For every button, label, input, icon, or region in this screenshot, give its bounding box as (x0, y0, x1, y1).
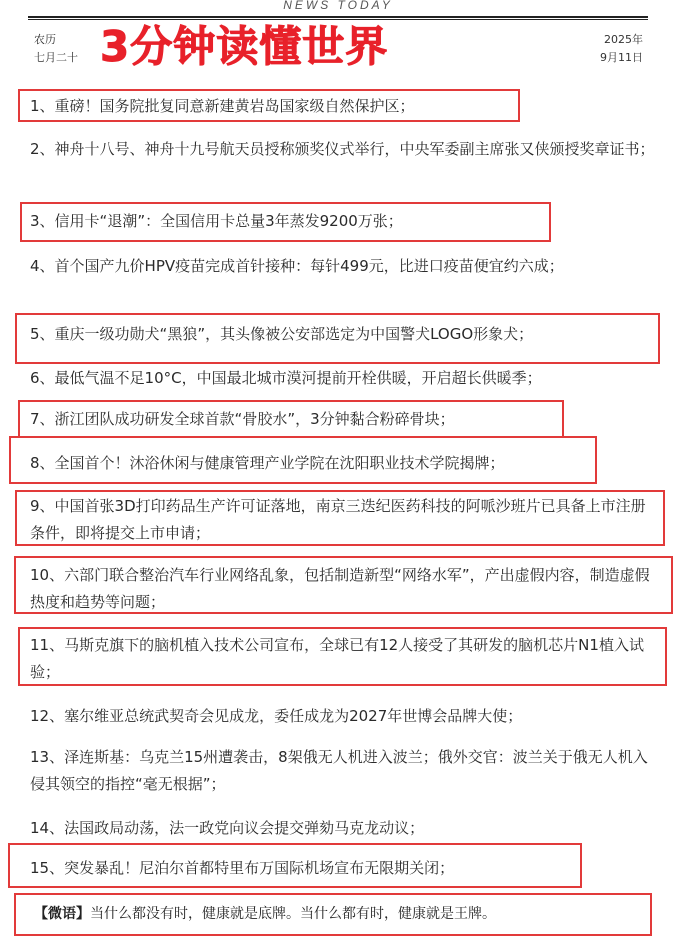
news-item: 9、中国首张3D打印药品生产许可证落地，南京三迭纪医药科技的阿哌沙班片已具备上市注册条件，即将提交上市申请； (30, 497, 646, 542)
news-item: 6、最低气温不足10°C，中国最北城市漠河提前开栓供暖，开启超长供暖季； (30, 369, 542, 387)
news-item: 2、神舟十八号、神舟十九号航天员授称颁奖仪式举行，中央军委副主席张又侠颁授奖章证书； (30, 140, 655, 158)
solar-year: 2025年 (604, 33, 643, 46)
news-item: 14、法国政局动荡，法一政党向议会提交弹劾马克龙动议； (30, 819, 425, 837)
news-item: 4、首个国产九价HPV疫苗完成首针接种：每针499元，比进口疫苗便宜约六成； (30, 257, 564, 275)
page-title: 3分钟读懂世界 (100, 22, 389, 71)
lunar-date (34, 31, 78, 67)
quote-text: 当什么都没有时，健康就是底牌。当什么都有时，健康就是王牌。 (90, 906, 496, 922)
news-item: 8、全国首个！沐浴休闲与健康管理产业学院在沈阳职业技术学院揭牌； (30, 454, 505, 472)
quote-tag: 【微语】 (34, 906, 90, 922)
news-item: 5、重庆一级功勋犬“黑狼”，其头像被公安部选定为中国警犬LOGO形象犬； (30, 325, 534, 343)
daily-quote (34, 901, 634, 928)
masthead-label: NEWS TODAY (283, 0, 393, 12)
news-item: 11、马斯克旗下的脑机植入技术公司宣布，全球已有12人接受了其研发的脑机芯片N1植入试验； (30, 636, 644, 681)
lunar-day: 七月二十 (34, 51, 78, 64)
news-item: 1、重磅！国务院批复同意新建黄岩岛国家级自然保护区； (30, 97, 415, 115)
lunar-label: 农历 (34, 33, 56, 46)
solar-day: 9月11日 (600, 51, 643, 64)
news-item: 3、信用卡“退潮”：全国信用卡总量3年蒸发9200万张； (30, 212, 403, 230)
solar-date (600, 31, 643, 67)
news-item: 7、浙江团队成功研发全球首款“骨胶水”，3分钟黏合粉碎骨块； (30, 410, 455, 428)
news-item: 15、突发暴乱！尼泊尔首都特里布万国际机场宣布无限期关闭； (30, 859, 455, 877)
news-item: 10、六部门联合整治汽车行业网络乱象，包括制造新型“网络水军”，产出虚假内容，制造虚假热度和趋势等问题； (30, 566, 650, 611)
news-item: 12、塞尔维亚总统武契奇会见成龙，委任成龙为2027年世博会品牌大使； (30, 707, 523, 725)
news-item: 13、泽连斯基：乌克兰15州遭袭击，8架俄无人机进入波兰；俄外交官：波兰关于俄无人机入侵其领空的指控“毫无根据”； (30, 748, 648, 793)
